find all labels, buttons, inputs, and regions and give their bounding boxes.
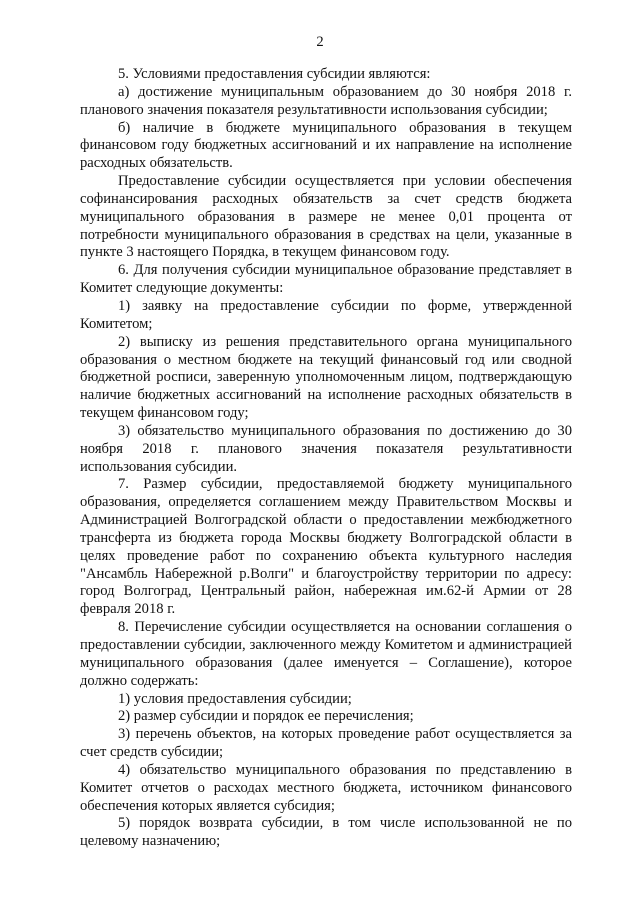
paragraph-6-1: 1) заявку на предоставление субсидии по форме, утвержденной Комитетом; [80,297,572,332]
paragraph-cofinancing: Предоставление субсидии осуществляется при условии обеспечения софинансирования расходных обязательств за счет средств бюджета муниципального образования в размере не менее 0,01 процента от потребности муниципального образования в средствах на цели, указанные в пункте 3 настоящего Порядка, в текущем финансовом году. [80,173,572,261]
paragraph-6-2: 2) выписку из решения представительного органа муниципального образования о местном бюджете на текущий финансовый год или сводной бюджетной росписи, заверенную уполномоченным лицом, подтверждающую наличие бюджетных ассигнований на исполнение расходных обязательств в текущем финансовом году; [80,333,572,422]
paragraph-8-4: 4) обязательство муниципального образования по представлению в Комитет отчетов о расходах местного бюджета, источником финансового обеспечения которых является субсидия; [80,761,572,814]
paragraph-8-2: 2) размер субсидии и порядок ее перечисления; [118,708,414,725]
paragraph-6-heading: 6. Для получения субсидии муниципальное образование представляет в Комитет следующие документы: [80,262,572,297]
paragraph-6-3: 3) обязательство муниципального образования по достижению до 30 ноября 2018 г. планового значения показателя результативности использования субсидии. [80,422,572,475]
paragraph-8-3: 3) перечень объектов, на которых проведение работ осуществляется за счет средств субсидии; [80,726,572,761]
paragraph-5-heading: 5. Условиями предоставления субсидии являются: [118,66,431,82]
paragraph-7: 7. Размер субсидии, предоставляемой бюджету муниципального образования, определяется соглашением между Правительством Москвы и Администрацией Волгоградской области о предоставлении межбюджетного трансферта из бюджета города Москвы бюджету Волгоградской области в целях проведение работ по сохранению объекта культурного наследия "Ансамбль Набережной р.Волги" и благоустройству территории по адресу: город Волгоград, Центральный район, набережная им.62-й Армии от 28 февраля 2018 г. [80,476,572,618]
paragraph-5a: а) достижение муниципальным образованием до 30 ноября 2018 г. планового значения показателя результативности использования субсидии; [80,83,572,118]
paragraph-8-1: 1) условия предоставления субсидии; [118,690,352,707]
page-number: 2 [316,34,324,50]
paragraph-8-5: 5) порядок возврата субсидии, в том числе использованной не по целевому назначению; [80,815,572,850]
paragraph-8-heading: 8. Перечисление субсидии осуществляется на основании соглашения о предоставлении субсидии, заключенного между Комитетом и администрацией муниципального образования (далее именуется – Соглашение), которое должно содержать: [80,619,572,689]
paragraph-5b: б) наличие в бюджете муниципального образования в текущем финансовом году бюджетных ассигнований и их направление на исполнение расходных обязательств. [80,119,572,172]
document-body [80,66,572,851]
